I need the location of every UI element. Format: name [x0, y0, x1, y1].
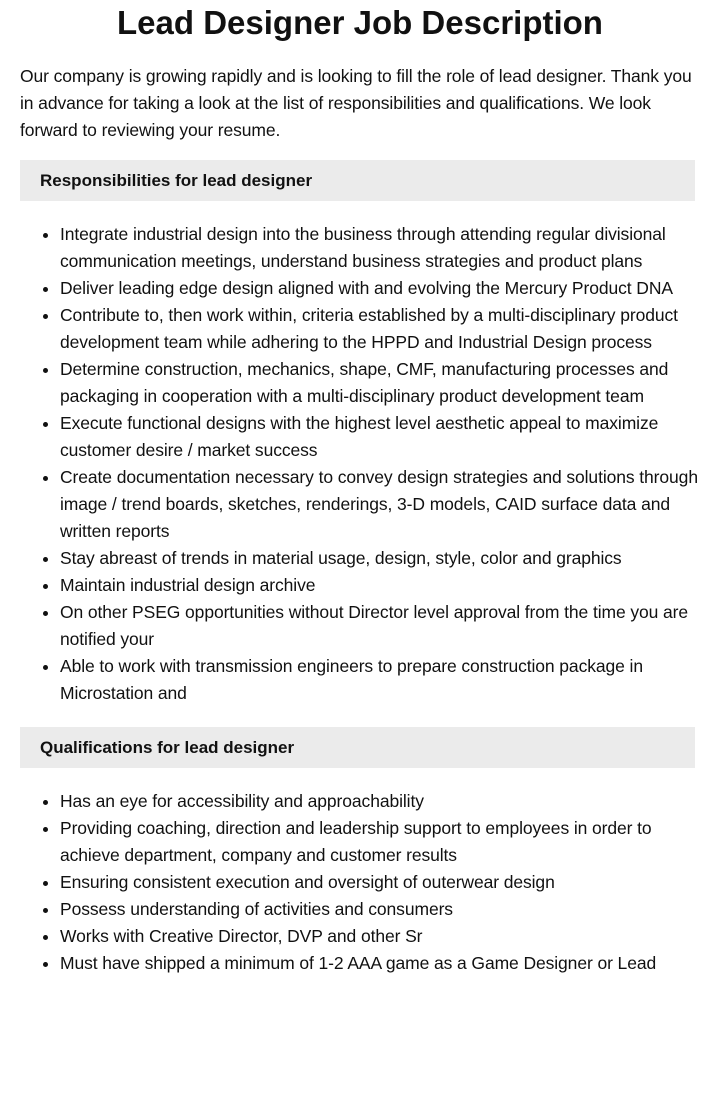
list-item: • Possess understanding of activities and consumers — [60, 896, 700, 923]
list-item: • Able to work with transmission engineers to prepare construction package in Microstation and — [60, 653, 700, 707]
list-item: • Maintain industrial design archive — [60, 572, 700, 599]
list-item: • Create documentation necessary to convey design strategies and solutions through image / trend boards, sketches, renderings, 3-D models, CAID surface data and written reports — [60, 464, 700, 545]
intro-paragraph: Our company is growing rapidly and is looking to fill the role of lead designer. Thank you in advance for taking a look at the list of responsibilities and qualifications. We look forward to reviewing your resume. — [20, 66, 692, 140]
list-item: • Works with Creative Director, DVP and other Sr — [60, 923, 700, 950]
list-item: • Execute functional designs with the highest level aesthetic appeal to maximize customer desire / market success — [60, 410, 700, 464]
list-item: • Determine construction, mechanics, shape, CMF, manufacturing processes and packaging in cooperation with a multi-disciplinary product development team — [60, 356, 700, 410]
list-item: • Stay abreast of trends in material usage, design, style, color and graphics — [60, 545, 700, 572]
responsibilities-list — [20, 221, 700, 707]
list-item: • Ensuring consistent execution and oversight of outerwear design — [60, 869, 700, 896]
responsibilities-heading: Responsibilities for lead designer — [20, 160, 695, 201]
list-item: • Deliver leading edge design aligned with and evolving the Mercury Product DNA — [60, 275, 700, 302]
list-item: • Providing coaching, direction and leadership support to employees in order to achieve department, company and customer results — [60, 815, 700, 869]
page-title: Lead Designer Job Description — [117, 4, 603, 41]
list-item: • Has an eye for accessibility and approachability — [60, 788, 700, 815]
qualifications-heading: Qualifications for lead designer — [20, 727, 695, 768]
list-item: • Must have shipped a minimum of 1-2 AAA game as a Game Designer or Lead — [60, 950, 700, 977]
list-item: • Integrate industrial design into the business through attending regular divisional communication meetings, understand business strategies and product plans — [60, 221, 700, 275]
list-item: • On other PSEG opportunities without Director level approval from the time you are notified your — [60, 599, 700, 653]
list-item: • Contribute to, then work within, criteria established by a multi-disciplinary product development team while adhering to the HPPD and Industrial Design process — [60, 302, 700, 356]
qualifications-list — [20, 788, 700, 977]
